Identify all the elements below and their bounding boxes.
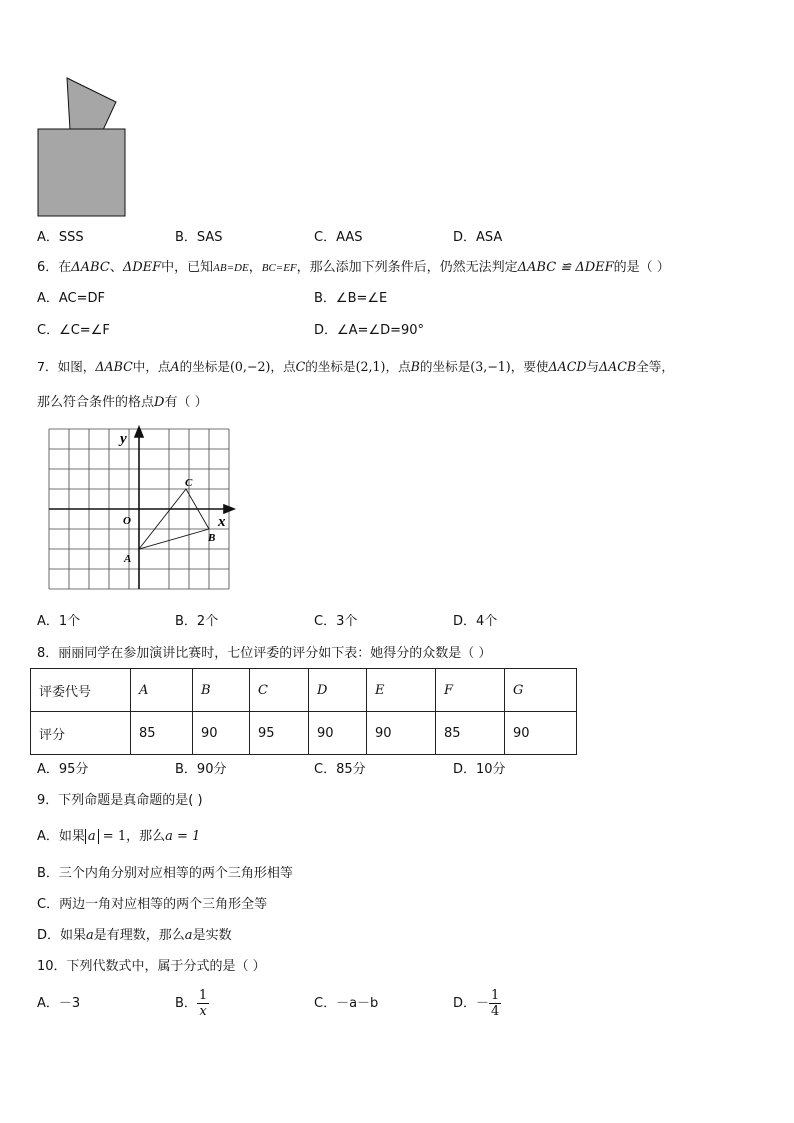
table-cell: 评分 [31,712,131,755]
q7-stem-line1: 7．如图，ΔABC中，点A的坐标是(0,−2)，点C的坐标是(2,1)，点B的坐标是(3,−1)，要使ΔACD与ΔACB全等， [37,359,674,374]
q8-option-a: A．95分 [37,762,89,777]
q9-option-c: C．两边一角对应相等的两个三角形全等 [37,897,268,912]
fraction: $\frac{1}{4}$ [491,988,500,1019]
q7-stem-line2: 那么符合条件的格点D有（ ） [37,395,208,410]
x-axis-label: x [218,514,226,530]
table-cell: D [309,669,367,712]
square [38,129,125,216]
q6-option-d: D．∠A=∠D=90° [314,323,425,338]
q8-score-table [30,668,577,755]
q7-option-d: D．4个 [453,614,498,629]
point-a-label: A [124,553,132,565]
q8-option-c: C．85分 [314,762,366,777]
q8-stem: 8．丽丽同学在参加演讲比赛时，七位评委的评分如下表：她得分的众数是（ ） [37,646,492,661]
q5-figure [36,76,128,220]
q10-stem: 10．下列代数式中，属于分式的是（ ） [37,959,266,974]
q5-option-b: B．SAS [175,230,223,245]
q9-option-a: A．如果 a = 1，那么a = 1 [37,829,201,844]
triangle-abc [139,489,209,549]
q6-stem: 6．在ΔABC、ΔDEF中，已知AB=DE，BC=EF，那么添加下列条件后，仍然无法判定ΔABC ≌ ΔDEF的是（ ） [37,260,670,275]
q5-option-c: C．AAS [314,230,363,245]
origin-label: O [123,515,131,527]
table-cell: C [250,669,309,712]
fraction: $\frac{1}{x}$ [198,988,208,1019]
q10-option-a: A．－3 [37,996,81,1011]
table-cell: 90 [505,712,577,755]
q6-option-c: C．∠C=∠F [37,323,110,338]
table-cell: B [193,669,250,712]
table-cell: E [367,669,436,712]
axes [49,427,234,589]
table-cell: 85 [131,712,193,755]
q10-option-c: C．－a－b [314,996,379,1011]
q7-grid-figure [46,425,236,595]
tilted-quadrilateral [67,78,116,130]
q9-option-d: D．如果a是有理数，那么a是实数 [37,928,232,943]
q9-option-b: B．三个内角分别对应相等的两个三角形相等 [37,866,293,881]
q10-option-b: B． $\frac{1}{x}$ [175,988,208,1019]
y-axis-label: y [120,431,127,447]
q7-option-b: B．2个 [175,614,219,629]
table-cell: G [505,669,577,712]
table-cell: 90 [309,712,367,755]
q7-option-c: C．3个 [314,614,358,629]
table-cell: 90 [367,712,436,755]
q6-option-a: A．AC=DF [37,291,106,306]
q5-option-d: D．ASA [453,230,503,245]
table-header-row [31,669,577,712]
point-b-label: B [208,532,216,544]
table-cell: 85 [436,712,505,755]
q6-option-b: B．∠B=∠E [314,291,388,306]
table-cell: F [436,669,505,712]
q8-option-b: B．90分 [175,762,227,777]
table-cell: A [131,669,193,712]
point-c-label: C [185,477,193,489]
table-cell: 90 [193,712,250,755]
table-cell: 95 [250,712,309,755]
q10-option-d: D．－ $\frac{1}{4}$ [453,988,500,1019]
table-cell: 评委代号 [31,669,131,712]
q7-option-a: A．1个 [37,614,81,629]
table-row [31,712,577,755]
q5-option-a: A．SSS [37,230,84,245]
q8-option-d: D．10分 [453,762,506,777]
q9-stem: 9．下列命题是真命题的是( ) [37,793,203,808]
